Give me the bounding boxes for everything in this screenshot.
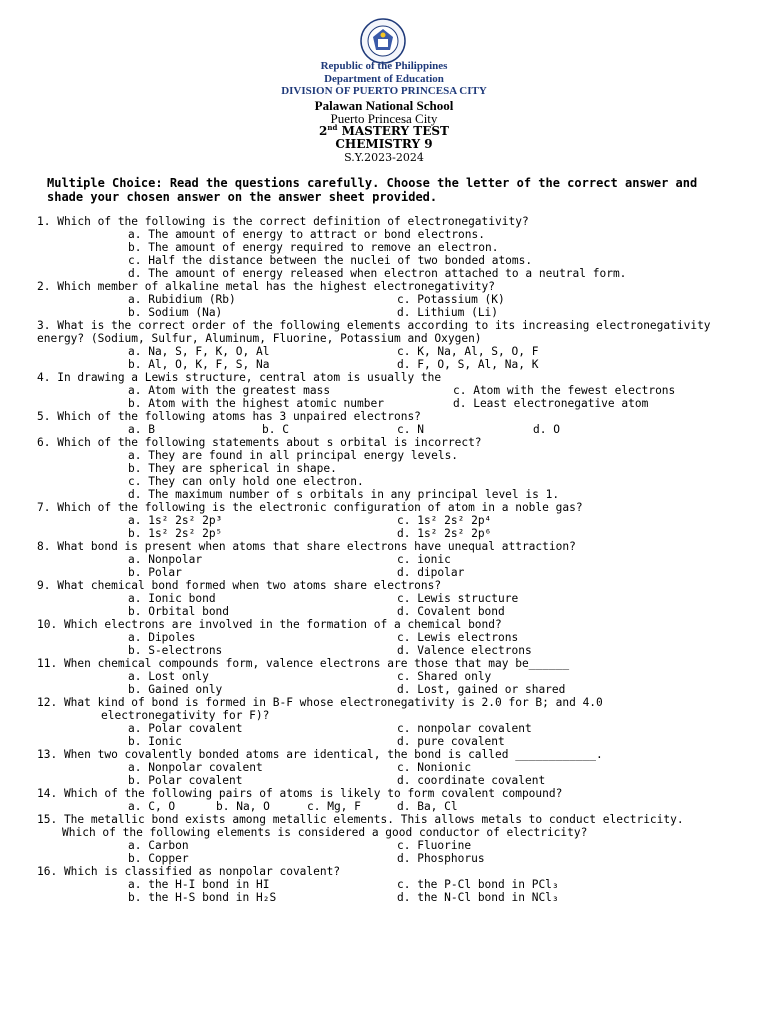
question-16-option-d: d. the N-Cl bond in NCl₃ [397, 891, 559, 904]
question-5-option-b: b. C [262, 423, 289, 436]
question-4: 4. In drawing a Lewis structure, central atom is usually the [37, 371, 442, 384]
question-11-option-d: d. Lost, gained or shared [397, 683, 566, 696]
question-2-option-b: b. Sodium (Na) [128, 306, 223, 319]
question-13-option-b: b. Polar covalent [128, 774, 243, 787]
question-5-option-c: c. N [397, 423, 424, 436]
question-4-option-a: a. Atom with the greatest mass [128, 384, 331, 397]
question-2: 2. Which member of alkaline metal has the highest electronegativity? [37, 280, 496, 293]
header-school: Palawan National School [314, 98, 454, 113]
question-16-option-b: b. the H-S bond in H₂S [128, 891, 277, 904]
header-subject: CHEMISTRY 9 [335, 137, 433, 151]
question-3-option-c: c. K, Na, Al, S, O, F [397, 345, 539, 358]
question-7: 7. Which of the following is the electronic configuration of atom in a noble gas? [37, 501, 583, 514]
question-8-option-a: a. Nonpolar [128, 553, 203, 566]
question-7-option-a: a. 1s² 2s² 2p³ [128, 514, 223, 527]
header-school-year: S.Y.2023-2024 [344, 151, 424, 164]
question-1-option-a: a. The amount of energy to attract or bond electrons. [128, 228, 485, 241]
question-8-option-c: c. ionic [397, 553, 451, 566]
question-7-option-d: d. 1s² 2s² 2p⁶ [397, 527, 492, 540]
question-16-option-a: a. the H-I bond in HI [128, 878, 270, 891]
question-9-option-d: d. Covalent bond [397, 605, 505, 618]
question-1: 1. Which of the following is the correct definition of electronegativity? [37, 215, 529, 228]
question-15-option-c: c. Fluorine [397, 839, 472, 852]
question-11-option-b: b. Gained only [128, 683, 223, 696]
question-5-option-a: a. B [128, 423, 155, 436]
question-15-option-d: d. Phosphorus [397, 852, 485, 865]
question-5-option-d: d. O [533, 423, 560, 436]
question-13-option-c: c. Nonionic [397, 761, 472, 774]
header-division: DIVISION OF PUERTO PRINCESA CITY [281, 85, 487, 97]
question-4-option-d: d. Least electronegative atom [453, 397, 649, 410]
question-11-option-c: c. Shared only [397, 670, 492, 683]
question-15-option-b: b. Copper [128, 852, 189, 865]
question-9: 9. What chemical bond formed when two atoms share electrons? [37, 579, 442, 592]
question-2-option-d: d. Lithium (Li) [397, 306, 499, 319]
question-6-option-a: a. They are found in all principal energy levels. [128, 449, 459, 462]
question-7-option-b: b. 1s² 2s² 2p⁵ [128, 527, 223, 540]
question-10-option-b: b. S-electrons [128, 644, 223, 657]
question-13: 13. When two covalently bonded atoms are identical, the bond is called ____________. [37, 748, 603, 761]
question-6-option-b: b. They are spherical in shape. [128, 462, 337, 475]
question-3-option-a: a. Na, S, F, K, O, Al [128, 345, 270, 358]
question-13-option-a: a. Nonpolar covalent [128, 761, 263, 774]
question-12-option-a: a. Polar covalent [128, 722, 243, 735]
deped-seal-icon [360, 18, 406, 64]
header-city: Puerto Princesa City [330, 111, 438, 126]
question-10: 10. Which electrons are involved in the formation of a chemical bond? [37, 618, 502, 631]
header-republic: Republic of the Philippines [320, 60, 448, 72]
question-2-option-a: a. Rubidium (Rb) [128, 293, 236, 306]
question-6-option-c: c. They can only hold one electron. [128, 475, 364, 488]
question-14-option-d: d. Ba, Cl [397, 800, 458, 813]
question-15-option-a: a. Carbon [128, 839, 189, 852]
question-12-option-d: d. pure covalent [397, 735, 505, 748]
question-3-option-d: d. F, O, S, Al, Na, K [397, 358, 539, 371]
question-11-option-a: a. Lost only [128, 670, 209, 683]
question-3-cont: energy? (Sodium, Sulfur, Aluminum, Fluorine, Potassium and Oxygen) [37, 332, 482, 345]
question-6: 6. Which of the following statements about s orbital is incorrect? [37, 436, 482, 449]
header-department: Department of Education [324, 73, 444, 85]
question-14-option-b: b. Na, O [216, 800, 270, 813]
question-8: 8. What bond is present when atoms that share electrons have unequal attraction? [37, 540, 576, 553]
question-9-option-b: b. Orbital bond [128, 605, 230, 618]
question-10-option-a: a. Dipoles [128, 631, 196, 644]
question-7-option-c: c. 1s² 2s² 2p⁴ [397, 514, 492, 527]
question-5: 5. Which of the following atoms has 3 unpaired electrons? [37, 410, 421, 423]
question-15: 15. The metallic bond exists among metallic elements. This allows metals to conduct electricity. [37, 813, 684, 826]
question-10-option-d: d. Valence electrons [397, 644, 532, 657]
question-16: 16. Which is classified as nonpolar covalent? [37, 865, 341, 878]
header-test-title: 2nd MASTERY TEST [319, 123, 449, 138]
question-9-option-a: a. Ionic bond [128, 592, 216, 605]
question-8-option-d: d. dipolar [397, 566, 465, 579]
question-1-option-c: c. Half the distance between the nuclei of two bonded atoms. [128, 254, 533, 267]
question-10-option-c: c. Lewis electrons [397, 631, 519, 644]
question-3: 3. What is the correct order of the following elements according to its increasing electronegativity [37, 319, 711, 332]
instructions: Multiple Choice: Read the questions carefully. Choose the letter of the correct answer and shade your chosen answer on the answer sheet provided. [47, 176, 698, 204]
question-11: 11. When chemical compounds form, valence electrons are those that may be______ [37, 657, 570, 670]
question-14: 14. Which of the following pairs of atoms is likely to form covalent compound? [37, 787, 563, 800]
question-4-option-c: c. Atom with the fewest electrons [453, 384, 676, 397]
question-15-cont: Which of the following elements is considered a good conductor of electricity? [62, 826, 588, 839]
question-4-option-b: b. Atom with the highest atomic number [128, 397, 384, 410]
question-14-option-c: c. Mg, F [307, 800, 361, 813]
question-9-option-c: c. Lewis structure [397, 592, 519, 605]
question-8-option-b: b. Polar [128, 566, 182, 579]
question-16-option-c: c. the P-Cl bond in PCl₃ [397, 878, 559, 891]
question-12-option-b: b. Ionic [128, 735, 182, 748]
question-14-option-a: a. C, O [128, 800, 176, 813]
question-1-option-d: d. The amount of energy released when electron attached to a neutral form. [128, 267, 627, 280]
question-2-option-c: c. Potassium (K) [397, 293, 505, 306]
question-12-option-c: c. nonpolar covalent [397, 722, 532, 735]
question-3-option-b: b. Al, O, K, F, S, Na [128, 358, 270, 371]
question-12: 12. What kind of bond is formed in B-F whose electronegativity is 2.0 for B; and 4.0 [37, 696, 603, 709]
question-6-option-d: d. The maximum number of s orbitals in any principal level is 1. [128, 488, 560, 501]
question-1-option-b: b. The amount of energy required to remove an electron. [128, 241, 499, 254]
question-12-cont: electronegativity for F)? [101, 709, 270, 722]
question-13-option-d: d. coordinate covalent [397, 774, 546, 787]
